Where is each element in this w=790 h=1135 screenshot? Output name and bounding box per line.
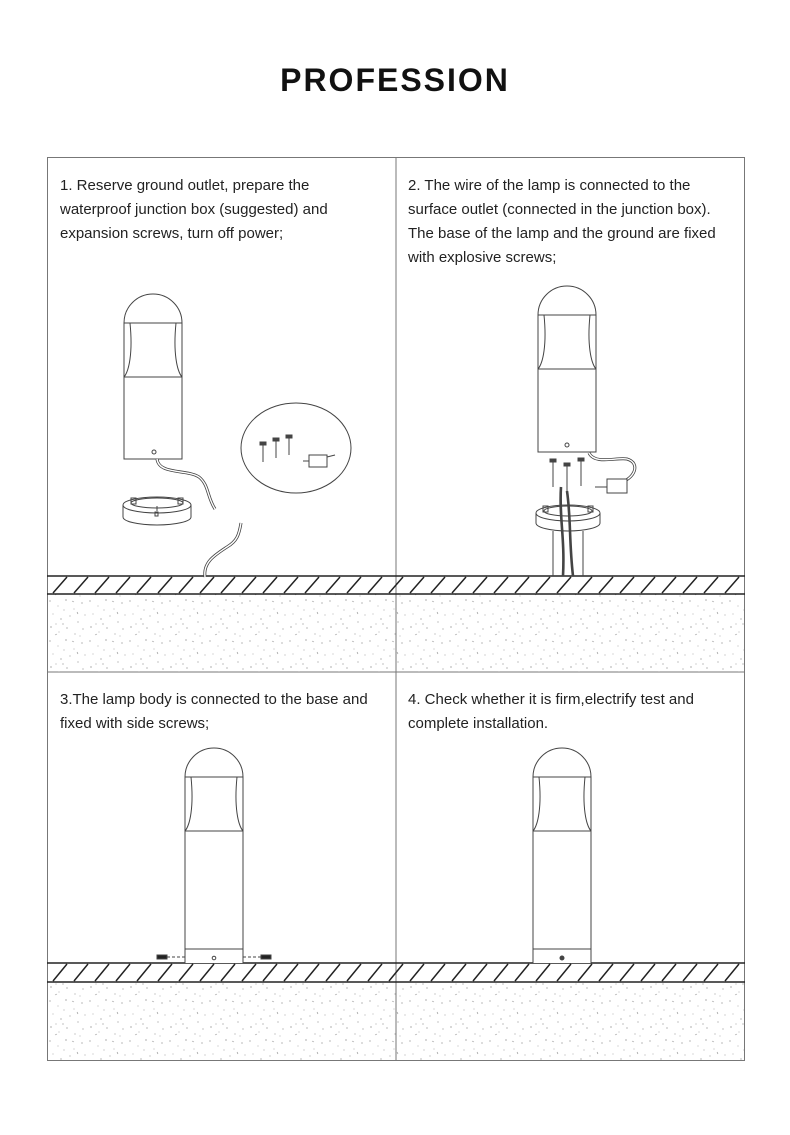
lamp-icon — [185, 748, 243, 963]
hatch-mark — [53, 577, 67, 593]
hatch-mark — [515, 964, 529, 981]
hatch-mark — [704, 964, 718, 981]
explosive-screw-icon — [550, 458, 584, 491]
hatch-mark — [74, 577, 88, 593]
installation-illustrations — [47, 157, 745, 1061]
hatch-mark — [74, 964, 88, 981]
hatch-mark — [347, 577, 361, 593]
hatch-mark — [620, 964, 634, 981]
page-title: PROFESSION — [280, 62, 510, 98]
accessories-circle — [241, 403, 351, 493]
hatch-mark — [536, 577, 550, 593]
hatch-mark — [305, 577, 319, 593]
hatch-mark — [641, 964, 655, 981]
lamp-icon — [124, 294, 182, 459]
hatch-mark — [116, 577, 130, 593]
hatch-mark — [662, 577, 676, 593]
hatch-mark — [116, 964, 130, 981]
hatch-mark — [431, 577, 445, 593]
hatch-mark — [410, 964, 424, 981]
hatch-mark — [578, 577, 592, 593]
hatch-mark — [347, 964, 361, 981]
hatch-mark — [326, 577, 340, 593]
hatch-mark — [305, 964, 319, 981]
hatch-mark — [137, 577, 151, 593]
hatch-mark — [557, 577, 571, 593]
hatch-mark — [200, 577, 214, 593]
hatch-mark — [368, 964, 382, 981]
hatch-mark — [620, 577, 634, 593]
hatch-mark — [536, 964, 550, 981]
hatch-mark — [683, 577, 697, 593]
lamp-icon — [538, 286, 596, 452]
hatch-mark — [95, 964, 109, 981]
hatch-mark — [200, 964, 214, 981]
hatch-mark — [179, 577, 193, 593]
hatch-mark — [494, 964, 508, 981]
hatch-mark — [242, 577, 256, 593]
hatch-mark — [158, 964, 172, 981]
step-2-text: 2. The wire of the lamp is connected to the surface outlet (connected in the junction box). The base of the lamp and the ground are fixed with explosive screws; — [408, 177, 716, 266]
hatch-mark — [452, 577, 466, 593]
hatch-mark — [452, 964, 466, 981]
hatch-mark — [599, 577, 613, 593]
lamp-icon — [533, 748, 591, 963]
lamp-base-icon — [123, 497, 191, 525]
hatch-mark — [53, 964, 67, 981]
installation-grid — [47, 157, 745, 1061]
hatch-mark — [683, 964, 697, 981]
hatch-mark — [704, 577, 718, 593]
hatch-mark — [494, 577, 508, 593]
hatch-mark — [578, 964, 592, 981]
hatch-mark — [242, 964, 256, 981]
hatch-mark — [95, 577, 109, 593]
hatch-mark — [515, 577, 529, 593]
step-3-text: 3.The lamp body is connected to the base and fixed with side screws; — [60, 691, 368, 732]
hatch-mark — [599, 964, 613, 981]
hatch-mark — [410, 577, 424, 593]
step-4-text: 4. Check whether it is firm,electrify test and complete installation. — [408, 691, 694, 732]
step-1-text: 1. Reserve ground outlet, prepare the waterproof junction box (suggested) and expansion screws, turn off power; — [60, 177, 328, 242]
hatch-mark — [326, 964, 340, 981]
hatch-mark — [263, 964, 277, 981]
junction-box-icon — [595, 479, 627, 493]
hatch-mark — [641, 577, 655, 593]
hatch-mark — [662, 964, 676, 981]
hatch-mark — [368, 577, 382, 593]
hatch-mark — [473, 577, 487, 593]
hatch-mark — [284, 577, 298, 593]
hatch-mark — [725, 964, 739, 981]
hatch-mark — [557, 964, 571, 981]
hatch-mark — [473, 964, 487, 981]
hatch-mark — [179, 964, 193, 981]
hatch-mark — [158, 577, 172, 593]
hatch-mark — [431, 964, 445, 981]
hatch-mark — [263, 577, 277, 593]
hatch-mark — [284, 964, 298, 981]
hatch-mark — [221, 964, 235, 981]
hatch-mark — [221, 577, 235, 593]
hatch-mark — [137, 964, 151, 981]
hatch-mark — [725, 577, 739, 593]
